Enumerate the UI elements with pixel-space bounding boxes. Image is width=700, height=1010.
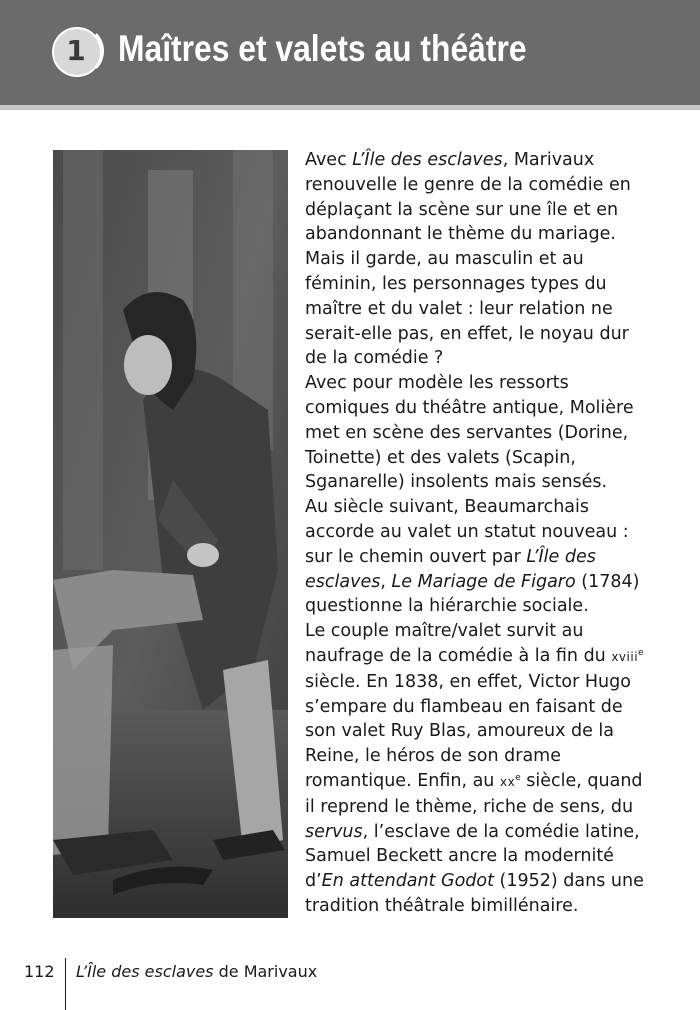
p4-work-title-godot: En attendant Godot: [321, 871, 494, 892]
chapter-banner: [0, 0, 700, 110]
footer-book-title-italic: L’Île des esclaves: [76, 962, 214, 981]
valet-face: [124, 335, 172, 395]
p4-century-18-sup: e: [638, 647, 644, 658]
chapter-number: 1: [66, 34, 86, 67]
p3-text-c: ,: [380, 571, 392, 592]
p4-text-d: , l’esclave de la comédie latine, Samuel Beckett ancre la modernité d’: [305, 821, 640, 892]
p4-text-b: siècle. En 1838, en effet, Victor Hugo s’empare du flambeau en faisant de son valet Ruy Blas, amoureux de la Reine, le héros de son drame romantique. Enfin, au: [305, 671, 631, 791]
p1-text-c: , Marivaux renouvelle le genre de la comédie en déplaçant la scène sur une île et en abandonnant le thème du mariage. Mais il garde, au masculin et au féminin, les personnages types du maître et du valet : leur relation ne serait-elle pas, en effet, le noyau dur de la comédie ?: [305, 150, 631, 369]
valet-hand: [187, 543, 219, 567]
p4-text-a: Le couple maître/valet survit au naufrage de la comédie à la fin du: [305, 621, 612, 666]
p1-work-title: L’Île des esclaves: [352, 150, 503, 170]
master-lower-leg: [53, 645, 113, 855]
p3-work-title-2: Le Mariage de Figaro: [391, 571, 576, 592]
footer-book-author: de Marivaux: [213, 962, 318, 981]
p4-text-c: siècle, quand il reprend le thème, riche de sens, du: [305, 770, 643, 817]
p4-text-e: (1952) dans une tradition théâtrale bimillénaire.: [305, 871, 644, 916]
paragraph-3: [305, 495, 650, 619]
footer-book-title: [76, 962, 317, 981]
p3-work-title-1: L’Île des esclaves: [305, 546, 596, 592]
paragraph-1: [305, 148, 650, 371]
p4-century-20: xx: [499, 774, 516, 789]
paragraph-4: [305, 619, 650, 919]
p4-century-18: xviii: [611, 649, 639, 664]
paragraph-2: Avec pour modèle les ressorts comiques du théâtre antique, Molière met en scène des servantes (Dorine, Toinette) et des valets (Scapin, Sganarelle) insolents mais sensés.: [305, 373, 634, 493]
p3-text-a: Au siècle suivant, Beaumarchais accorde au valet un statut nouveau : sur le chemin ouvert par: [305, 497, 629, 567]
p4-century-20-sup: e: [515, 772, 521, 783]
p3-text-e: (1784) questionne la hiérarchie sociale.: [305, 571, 640, 617]
wall-panel-1: [63, 150, 103, 570]
chapter-number-badge: [52, 27, 102, 77]
chapter-title: Maîtres et valets au théâtre: [118, 28, 527, 69]
article-body: [305, 148, 650, 919]
page-number: 112: [24, 962, 55, 981]
painting-master-and-valet-image: [53, 150, 288, 918]
footer-divider: [65, 958, 66, 1010]
p4-servus: servus: [305, 821, 363, 842]
p1-text-a: Avec: [305, 150, 353, 170]
